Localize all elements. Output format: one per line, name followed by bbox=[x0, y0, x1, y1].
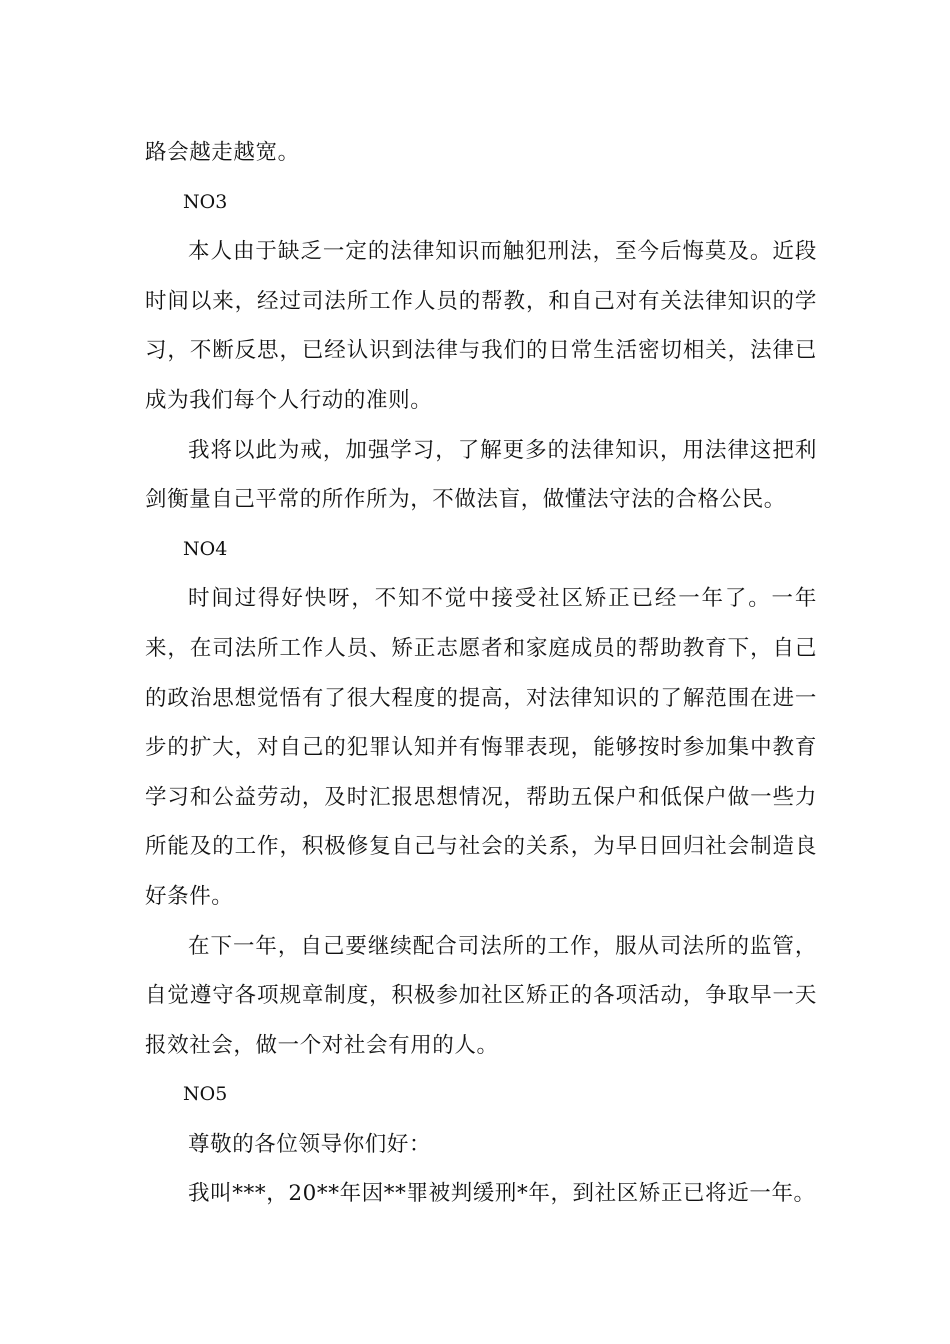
section-heading-no4: NO4 bbox=[183, 537, 228, 560]
paragraph: 在下一年，自己要继续配合司法所的工作，服从司法所的监管，自觉遵守各项规章制度，积极参加社区矫正的各项活动，争取早一天报效社会，做一个对社会有用的人。 bbox=[145, 933, 817, 1058]
document-body bbox=[145, 128, 817, 1219]
paragraph: 我叫***，20**年因**罪被判缓刑*年，到社区矫正已将近一年。 bbox=[188, 1181, 816, 1207]
paragraph: 时间过得好快呀，不知不觉中接受社区矫正已经一年了。一年来，在司法所工作人员、矫正志愿者和家庭成员的帮助教育下，自己的政治思想觉悟有了很大程度的提高，对法律知识的了解范围在进一步的扩大，对自己的犯罪认知并有悔罪表现，能够按时参加集中教育学习和公益劳动，及时汇报思想情况，帮助五保户和低保户做一些力所能及的工作，积极修复自己与社会的关系，为早日回归社会制造良好条件。 bbox=[145, 586, 817, 909]
paragraph: 我将以此为戒，加强学习，了解更多的法律知识，用法律这把利剑衡量自己平常的所作所为，不做法盲，做懂法守法的合格公民。 bbox=[145, 437, 817, 513]
paragraph-continuation: 路会越走越宽。 bbox=[145, 140, 300, 165]
paragraph-salutation: 尊敬的各位领导你们好： bbox=[188, 1131, 432, 1157]
paragraph: 本人由于缺乏一定的法律知识而触犯刑法，至今后悔莫及。近段时间以来，经过司法所工作人员的帮教，和自己对有关法律知识的学习，不断反思，已经认识到法律与我们的日常生活密切相关，法律已成为我们每个人行动的准则。 bbox=[145, 239, 817, 413]
section-heading-no5: NO5 bbox=[183, 1083, 228, 1106]
section-heading-no3: NO3 bbox=[183, 190, 228, 213]
